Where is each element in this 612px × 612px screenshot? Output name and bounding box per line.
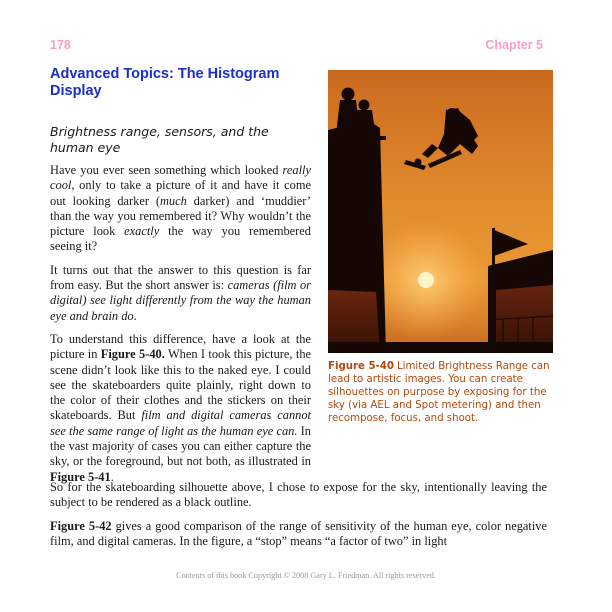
paragraph-5: Figure 5-42 gives a good comparison of the range of sensitivity of the human eye, color negative film, and digital cameras. In the figure, a “stop” means “a factor of two” in light	[50, 518, 547, 548]
copyright-footer: Contents of this book Copyright © 2008 Gary L. Friedman. All rights reserved.	[176, 571, 436, 580]
section-title: Advanced Topics: The Histogram Display	[50, 66, 280, 99]
subsection-title: Brightness range, sensors, and the human eye	[50, 124, 269, 155]
paragraph-4: So for the skateboarding silhouette above, I chose to expose for the sky, intentionally leaving the subject to be rendered as a black outline.	[50, 480, 547, 510]
figure-reference: Figure 5-41	[50, 469, 111, 484]
figure-caption-text: Limited Brightness Range can lead to artistic images. You can create silhouettes on purpose by exposing for the sky (via AEL and Spot metering) and then recompose, focus, and shoot.	[328, 361, 550, 425]
figure-reference: Figure 5-40.	[100, 347, 165, 362]
paragraph-1: Have you ever seen something which looked really cool, only to take a picture of it and have it come out looking darker (much darker) and ‘muddier’ than the way you remembered it? Why wouldn’t the picture look exactly the way you remembered seeing it?	[50, 163, 311, 254]
figure-reference: Figure 5-42	[50, 518, 112, 533]
page-number: 178	[50, 38, 71, 52]
full-width-text	[50, 480, 547, 557]
sun	[418, 272, 434, 288]
chapter-label: Chapter 5	[485, 38, 543, 52]
paragraph-2: It turns out that the answer to this question is far from easy. But the short answer is: cameras (film or digital) see light differently from the way the human eye and brain do.	[50, 262, 311, 323]
figure-caption	[328, 360, 556, 425]
left-column-text	[50, 163, 311, 493]
figure-caption-label: Figure 5-40	[328, 361, 394, 372]
paragraph-3: To understand this difference, have a look at the picture in Figure 5-40. When I took this picture, the scene didn’t look like this to the naked eye. I could see the skateboarders quite plainly, right down to the color of their clothes and the stickers on their skateboards. But film and digital cameras cannot see the same range of light as the human eye can. In the vast majority of cases you can either capture the sky, or the foreground, but not both, as illustrated in Figure 5-41.	[50, 331, 312, 484]
figure-photo-skateboard-silhouette	[328, 70, 553, 353]
